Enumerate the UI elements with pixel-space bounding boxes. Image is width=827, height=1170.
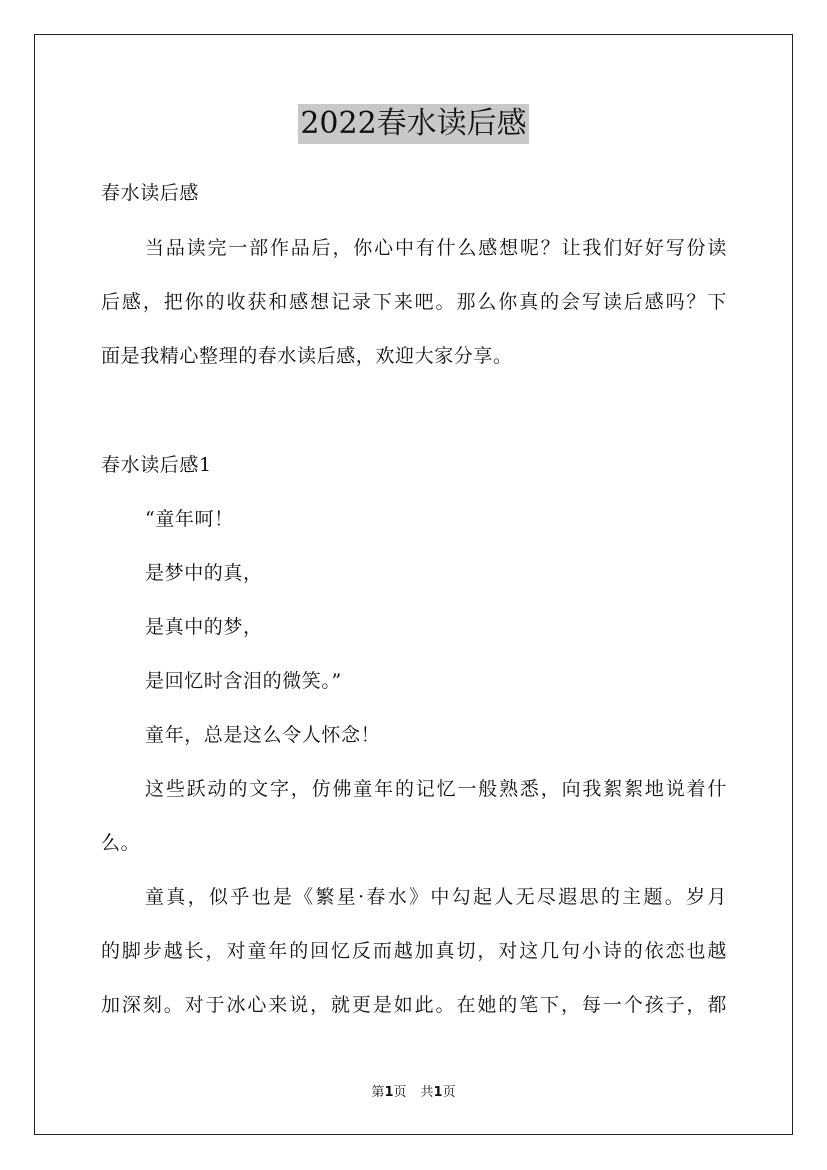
paragraph-1-line-2: 么。: [101, 832, 141, 854]
total-suffix: 页: [442, 1085, 456, 1100]
exclaim-line: 童年，总是这么令人怀念！: [145, 724, 381, 746]
document-title: [0, 103, 827, 144]
poem-line-3: 是真中的梦，: [145, 616, 263, 638]
document-subtitle: 春水读后感: [101, 182, 200, 204]
poem-line-2: 是梦中的真，: [145, 562, 263, 584]
document-title-text: 2022春水读后感: [298, 104, 528, 144]
paragraph-2-line-2: 的脚步越长，对童年的回忆反而越加真切，对这几句小诗的依恋也越: [101, 940, 727, 962]
poem-line-1: “童年呵！: [145, 508, 234, 530]
page-number: 1: [384, 1085, 394, 1100]
total-number: 1: [433, 1085, 443, 1100]
paragraph-2-line-1: 童真，似乎也是《繁星·春水》中勾起人无尽遐思的主题。岁月: [145, 886, 727, 908]
page-footer: [0, 1084, 827, 1102]
poem-line-4: 是回忆时含泪的微笑。”: [145, 670, 342, 692]
total-prefix: 共: [420, 1085, 434, 1100]
paragraph-1-line-1: 这些跃动的文字，仿佛童年的记忆一般熟悉，向我絮絮地说着什: [145, 778, 727, 800]
page-suffix: 页: [393, 1085, 407, 1100]
section-heading: 春水读后感1: [101, 454, 212, 476]
intro-line-3: 面是我精心整理的春水读后感，欢迎大家分享。: [101, 345, 513, 367]
paragraph-2-line-3: 加深刻。对于冰心来说，就更是如此。在她的笔下，每一个孩子，都: [101, 994, 727, 1016]
intro-line-2: 后感，把你的收获和感想记录下来吧。那么你真的会写读后感吗？下: [101, 291, 727, 313]
intro-line-1: 当品读完一部作品后，你心中有什么感想呢？让我们好好写份读: [145, 237, 727, 259]
page-prefix: 第: [371, 1085, 385, 1100]
